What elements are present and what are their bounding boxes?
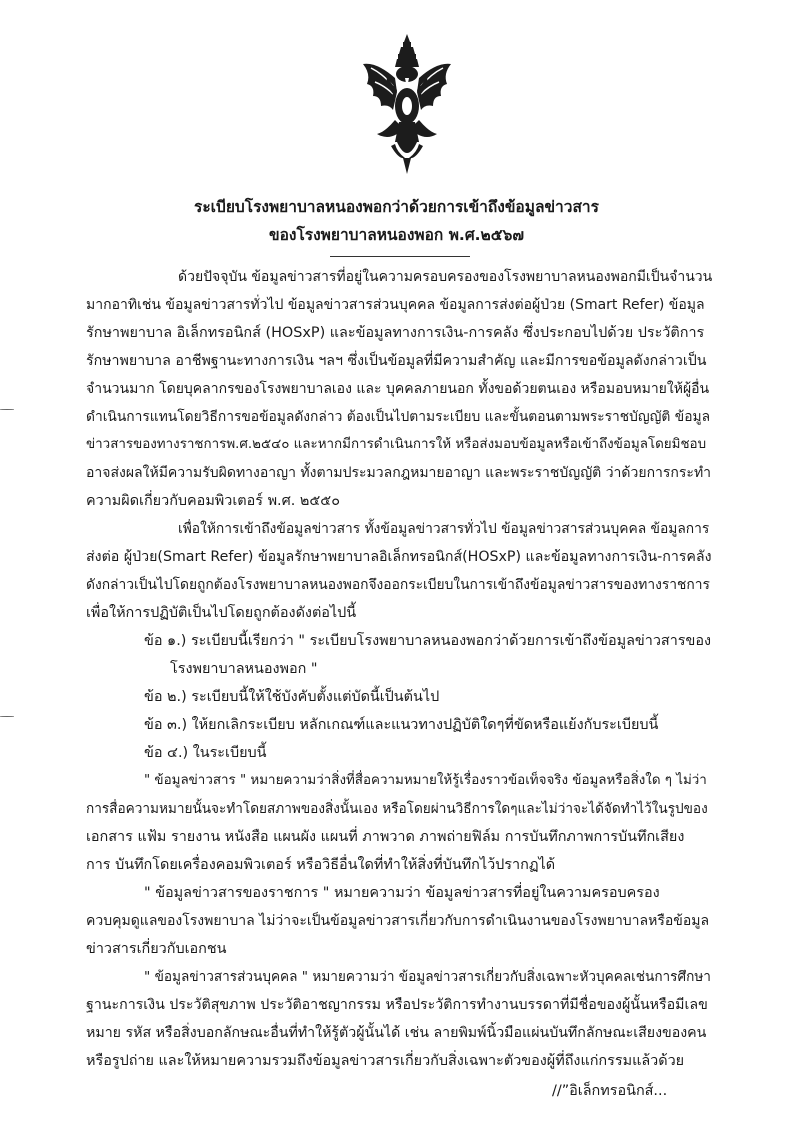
paragraph-line: อาจส่งผลให้มีความรับผิดทางอาญา ทั้งตามประมวลกฎหมายอาญา และพระราชบัญญัติ ว่าด้วยการกระทำ (86, 465, 712, 481)
document-title-line1: ระเบียบโรงพยาบาลหนองพอกว่าด้วยการเข้าถึงข้อมูลข่าวสาร (194, 198, 599, 216)
clause-1-cont: โรงพยาบาลหนองพอก " (170, 661, 318, 677)
definition-line: ฐานะการเงิน ประวัติสุขภาพ ประวัติอาชญากรรม หรือประวัติการทำงานบรรดาที่มีชื่อของผู้นั้นหรือมีเลข (86, 997, 708, 1013)
clause-2: ข้อ ๒.) ระเบียบนี้ให้ใช้บังคับตั้งแต่บัดนี้เป็นต้นไป (144, 689, 440, 705)
clause-1: ข้อ ๑.) ระเบียบนี้เรียกว่า " ระเบียบโรงพยาบาลหนองพอกว่าด้วยการเข้าถึงข้อมูลข่าวสารของ (144, 633, 712, 649)
paragraph-line: รักษาพยาบาล อิเล็กทรอนิกส์ (HOSxP) และข้อมูลทางการเงิน-การคลัง ซึ่งประกอบไปด้วย ประวัติการ (86, 325, 705, 341)
paragraph-line: ดังกล่าวเป็นไปโดยถูกต้องโรงพยาบาลหนองพอกจึงออกระเบียบในการเข้าถึงข้อมูลข่าวสารของทางราชการ (86, 577, 710, 593)
definition-line: " ข้อมูลข่าวสาร " หมายความว่าสิ่งที่สื่อความหมายให้รู้เรื่องราวข้อเท็จจริง ข้อมูลหรือสิ่งใด ๆ ไม่ว่า (144, 773, 707, 788)
definition-line: หรือรูปถ่าย และให้หมายความรวมถึงข้อมูลข่าวสารเกี่ยวกับสิ่งเฉพาะตัวของผู้ที่ถึงแก่กรรมแล้วด้วย (86, 1053, 685, 1069)
definition-line: เอกสาร แฟ้ม รายงาน หนังสือ แผนผัง แผนที่ ภาพวาด ภาพถ่ายฟิล์ม การบันทึกภาพการบันทึกเสียง (86, 829, 685, 845)
definition-line: การ บันทึกโดยเครื่องคอมพิวเตอร์ หรือวิธีอื่นใดที่ทำให้สิ่งที่บันทึกไว้ปรากฏได้ (86, 857, 556, 873)
paragraph-line: ข่าวสารของทางราชการพ.ศ.๒๕๔๐ และหากมีการดำเนินการให้ หรือส่งมอบข้อมูลหรือเข้าถึงข้อมูลโดยมิชอบ (86, 437, 707, 452)
definition-line: ข่าวสารเกี่ยวกับเอกชน (86, 941, 227, 957)
continuation-marker: //”อิเล็กทรอนิกส์... (552, 1083, 668, 1099)
paragraph-line: ความผิดเกี่ยวกับคอมพิวเตอร์ พ.ศ. ๒๕๕๐ (86, 493, 340, 509)
document-title-line2: ของโรงพยาบาลหนองพอก พ.ศ.๒๕๖๗ (268, 226, 524, 244)
clause-3: ข้อ ๓.) ให้ยกเลิกระเบียบ หลักเกณฑ์และแนวทางปฏิบัติใดๆที่ขัดหรือแย้งกับระเบียบนี้ (144, 717, 659, 733)
paragraph-line: เพื่อให้การเข้าถึงข้อมูลข่าวสาร ทั้งข้อมูลข่าวสารทั่วไป ข้อมูลข่าวสารส่วนบุคคล ข้อมูลการ (178, 521, 710, 537)
definition-line: ควบคุมดูแลของโรงพยาบาล ไม่ว่าจะเป็นข้อมูลข่าวสารเกี่ยวกับการดำเนินงานของโรงพยาบาลหรือข้อมูล (86, 913, 710, 929)
definition-line: " ข้อมูลข่าวสารส่วนบุคคล " หมายความว่า ข้อมูลข่าวสารเกี่ยวกับสิ่งเฉพาะหัวบุคคลเช่นการศึกษา (144, 969, 711, 985)
scan-edge-mark (0, 409, 14, 410)
definition-line: การสื่อความหมายนั้นจะทำโดยสภาพของสิ่งนั้นเอง หรือโดยผ่านวิธีการใดๆและไม่ว่าจะได้จัดทำไว้ในรูปของ (86, 801, 708, 817)
paragraph-line: ด้วยปัจจุบัน ข้อมูลข่าวสารที่อยู่ในความครอบครองของโรงพยาบาลหนองพอกมีเป็นจำนวน (178, 269, 713, 285)
paragraph-line: มากอาทิเช่น ข้อมูลข่าวสารทั่วไป ข้อมูลข่าวสารส่วนบุคคล ข้อมูลการส่งต่อผู้ป่วย (Smart Refer) ข้อมูล (86, 297, 705, 313)
paragraph-line: ส่งต่อ ผู้ป่วย(Smart Refer) ข้อมูลรักษาพยาบาลอิเล็กทรอนิกส์(HOSxP) และข้อมูลทางการเงิน-การคลัง (86, 549, 712, 565)
title-underline (330, 256, 470, 257)
definition-line: หมาย รหัส หรือสิ่งบอกลักษณะอื่นที่ทำให้รู้ตัวผู้นั้นได้ เช่น ลายพิมพ์นิ้วมือแผ่นบันทึกลักษณะเสียงของคน (86, 1025, 707, 1041)
garuda-emblem (361, 34, 453, 174)
paragraph-line: รักษาพยาบาล อาชีพฐานะทางการเงิน ฯลฯ ซึ่งเป็นข้อมูลที่มีความสำคัญ และมีการขอข้อมูลดังกล่าวเป็น (86, 353, 707, 369)
paragraph-line: เพื่อให้การปฏิบัติเป็นไปโดยถูกต้องดังต่อไปนี้ (86, 605, 357, 621)
clause-4: ข้อ ๔.) ในระเบียบนี้ (144, 745, 267, 761)
paragraph-line: จำนวนมาก โดยบุคลากรของโรงพยาบาลเอง และ บุคคลภายนอก ทั้งขอด้วยตนเอง หรือมอบหมายให้ผู้อื่น (86, 381, 710, 397)
paragraph-line: ดำเนินการแทนโดยวิธีการขอข้อมูลดังกล่าว ต้องเป็นไปตามระเบียบ และขั้นตอนตามพระราชบัญญัติ ข้อมูล (86, 409, 711, 425)
scan-edge-mark (0, 716, 14, 717)
definition-line: " ข้อมูลข่าวสารของราชการ " หมายความว่า ข้อมูลข่าวสารที่อยู่ในความครอบครอง (144, 885, 660, 901)
